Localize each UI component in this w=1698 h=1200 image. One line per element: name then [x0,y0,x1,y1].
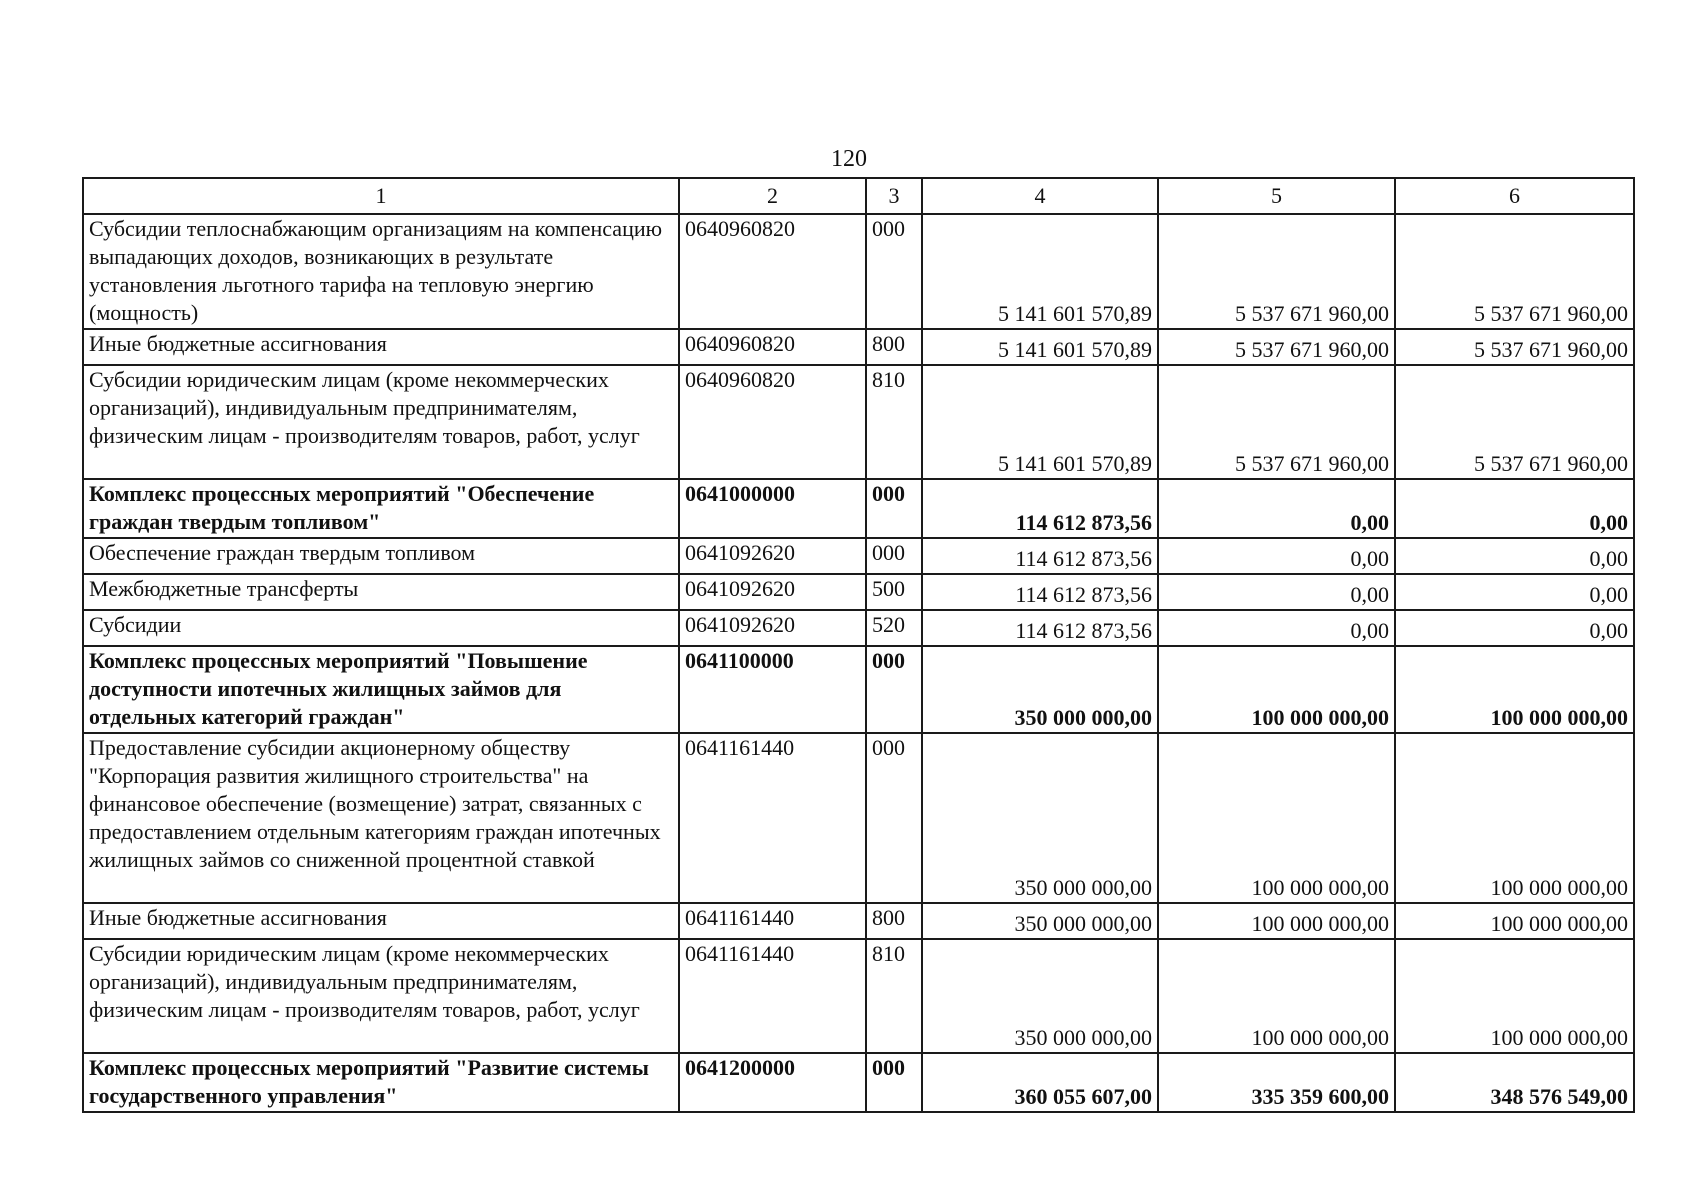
row-value-col5: 100 000 000,00 [1158,939,1395,1053]
row-value-col5: 100 000 000,00 [1158,646,1395,733]
row-value-col6: 0,00 [1395,479,1634,538]
row-value-col4: 114 612 873,56 [922,479,1158,538]
row-code: 0641092620 [679,610,866,646]
row-value-col4: 5 141 601 570,89 [922,329,1158,365]
row-value-col5: 0,00 [1158,574,1395,610]
row-value-col6: 0,00 [1395,610,1634,646]
row-name: Предоставление субсидии акционерному обществу "Корпорация развития жилищного строительства" на финансовое обеспечение (возмещение) затрат, связанных с предоставлением отдельным категориям граждан ипотечных жилищных займов со сниженной процентной ставкой [83,733,679,903]
row-type: 810 [866,939,922,1053]
column-header: 4 [922,178,1158,214]
row-type: 000 [866,538,922,574]
row-value-col4: 5 141 601 570,89 [922,365,1158,479]
row-value-col5: 0,00 [1158,538,1395,574]
row-code: 0641161440 [679,903,866,939]
row-code: 0641000000 [679,479,866,538]
row-value-col6: 348 576 549,00 [1395,1053,1634,1112]
row-name: Субсидии юридическим лицам (кроме некоммерческих организаций), индивидуальным предпринимателям, физическим лицам - производителям товаров, работ, услуг [83,365,679,479]
row-name: Межбюджетные трансферты [83,574,679,610]
row-value-col4: 350 000 000,00 [922,733,1158,903]
row-value-col4: 350 000 000,00 [922,939,1158,1053]
row-name: Субсидии [83,610,679,646]
table-row [83,610,1634,646]
row-value-col6: 100 000 000,00 [1395,733,1634,903]
row-value-col6: 100 000 000,00 [1395,646,1634,733]
table-row [83,574,1634,610]
table-row [83,939,1634,1053]
table-row [83,538,1634,574]
row-type: 000 [866,479,922,538]
row-type: 000 [866,1053,922,1112]
row-value-col5: 5 537 671 960,00 [1158,214,1395,329]
row-value-col5: 5 537 671 960,00 [1158,365,1395,479]
row-name: Иные бюджетные ассигнования [83,329,679,365]
row-name: Комплекс процессных мероприятий "Повышение доступности ипотечных жилищных займов для отдельных категорий граждан" [83,646,679,733]
row-type: 000 [866,646,922,733]
row-code: 0640960820 [679,214,866,329]
budget-table [82,177,1635,1113]
table-row [83,646,1634,733]
row-value-col6: 5 537 671 960,00 [1395,329,1634,365]
row-value-col5: 335 359 600,00 [1158,1053,1395,1112]
row-value-col6: 0,00 [1395,574,1634,610]
row-code: 0641200000 [679,1053,866,1112]
table-row [83,479,1634,538]
table-row [83,214,1634,329]
row-name: Иные бюджетные ассигнования [83,903,679,939]
column-header: 2 [679,178,866,214]
row-value-col4: 350 000 000,00 [922,646,1158,733]
table-row [83,903,1634,939]
row-value-col6: 5 537 671 960,00 [1395,365,1634,479]
table-row [83,733,1634,903]
row-value-col4: 114 612 873,56 [922,538,1158,574]
column-header: 3 [866,178,922,214]
row-value-col5: 100 000 000,00 [1158,733,1395,903]
row-type: 500 [866,574,922,610]
row-value-col6: 100 000 000,00 [1395,939,1634,1053]
table-header-row [83,178,1634,214]
row-value-col5: 0,00 [1158,479,1395,538]
column-header: 6 [1395,178,1634,214]
row-value-col4: 350 000 000,00 [922,903,1158,939]
row-type: 000 [866,214,922,329]
row-code: 0641161440 [679,733,866,903]
column-header: 5 [1158,178,1395,214]
row-value-col4: 114 612 873,56 [922,610,1158,646]
row-code: 0640960820 [679,365,866,479]
table-row [83,329,1634,365]
row-type: 520 [866,610,922,646]
table-row [83,365,1634,479]
row-type: 800 [866,903,922,939]
row-name: Субсидии юридическим лицам (кроме некоммерческих организаций), индивидуальным предпринимателям, физическим лицам - производителям товаров, работ, услуг [83,939,679,1053]
row-name: Обеспечение граждан твердым топливом [83,538,679,574]
row-type: 810 [866,365,922,479]
row-name: Комплекс процессных мероприятий "Обеспечение граждан твердым топливом" [83,479,679,538]
row-value-col5: 0,00 [1158,610,1395,646]
row-type: 800 [866,329,922,365]
row-value-col6: 100 000 000,00 [1395,903,1634,939]
row-value-col6: 0,00 [1395,538,1634,574]
row-value-col4: 360 055 607,00 [922,1053,1158,1112]
row-type: 000 [866,733,922,903]
row-value-col5: 5 537 671 960,00 [1158,329,1395,365]
row-code: 0641092620 [679,574,866,610]
table-row [83,1053,1634,1112]
row-code: 0640960820 [679,329,866,365]
row-code: 0641092620 [679,538,866,574]
row-code: 0641161440 [679,939,866,1053]
row-value-col6: 5 537 671 960,00 [1395,214,1634,329]
row-code: 0641100000 [679,646,866,733]
column-header: 1 [83,178,679,214]
row-value-col4: 5 141 601 570,89 [922,214,1158,329]
row-value-col5: 100 000 000,00 [1158,903,1395,939]
row-name: Субсидии теплоснабжающим организациям на компенсацию выпадающих доходов, возникающих в результате установления льготного тарифа на тепловую энергию (мощность) [83,214,679,329]
page-number: 120 [831,146,867,172]
row-name: Комплекс процессных мероприятий "Развитие системы государственного управления" [83,1053,679,1112]
row-value-col4: 114 612 873,56 [922,574,1158,610]
